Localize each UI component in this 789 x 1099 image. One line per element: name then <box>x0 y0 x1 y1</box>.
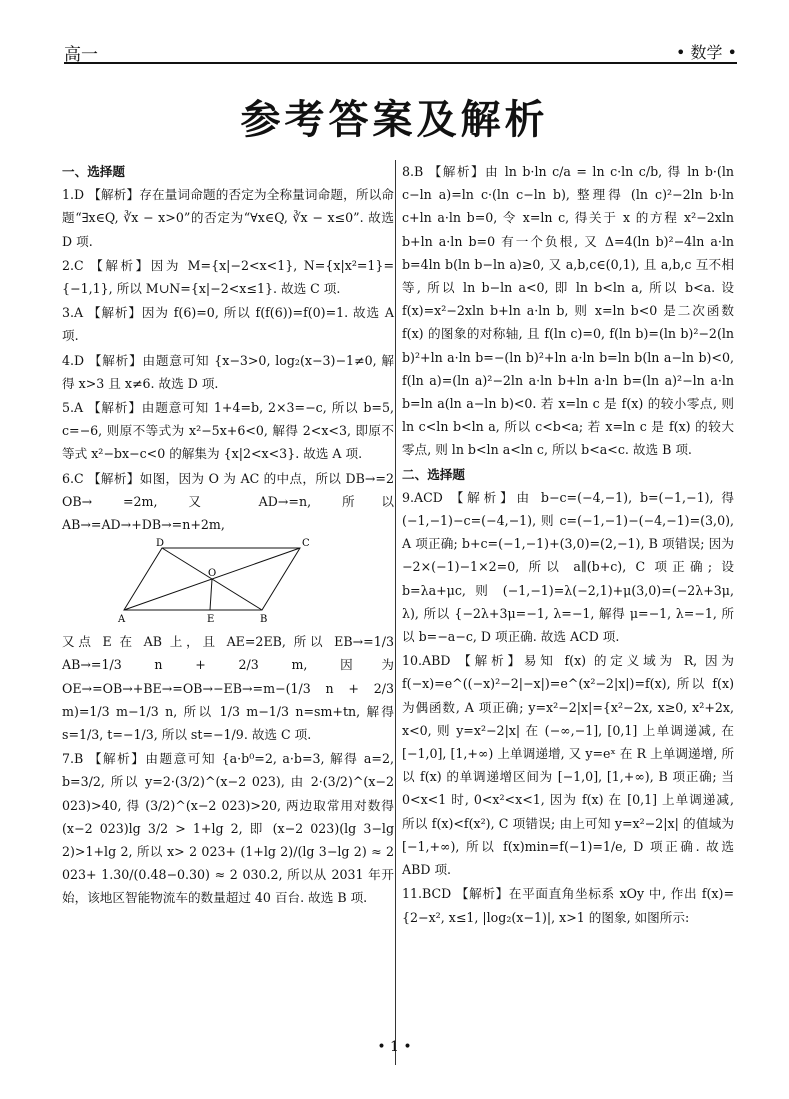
answer-text: 9.ACD 【解析】由 b−c=(−4,−1), b=(−1,−1), 得 (−1,−1)−c=(−4,−1), 则 c=(−1,−1)−(−4,−1)=(3,0), A 项正确; b+c=(−1,−1)+(3,0)=(2,−1), B 项错误; 因为 −2×(−1)−1×2=0, 所以 a∥(b+c), C 项正确; 设 b=λa+μc, 则 (−1,−1)=λ(−2,1)+μ(3,0)=(−2λ+3μ, λ), 所以 {−2λ+3μ=−1, λ=−1, 解得 μ=−1, λ=−1, 所以 b=−a−c, D 项正确. 故选 ACD 项. <box>402 489 734 645</box>
figure-label: C <box>302 538 310 550</box>
answer-item <box>62 467 394 537</box>
answer-item <box>62 630 394 746</box>
section-heading-multi: 二、选择题 <box>402 466 465 482</box>
header-rule <box>64 62 737 64</box>
answer-text: 11.BCD 【解析】在平面直角坐标系 xOy 中, 作出 f(x)={2−x², x≤1, |log₂(x−1)|, x>1 的图象, 如图所示: <box>402 886 734 925</box>
page-title: 参考答案及解析 <box>240 97 549 143</box>
figure-label: B <box>260 614 268 626</box>
answer-item <box>62 349 394 395</box>
answer-text: 7.B 【解析】由题意可知 {a·b⁰=2, a·b=3, 解得 a=2, b=3/2, 所以 y=2·(3/2)^(x−2 023), 由 2·(3/2)^(x−2 023)>40, 得 (3/2)^(x−2 023)>20, 两边取常用对数得 (x−2 023)lg 3/2 > 1+lg 2, 即 (x−2 023)(lg 3−lg 2)>1+lg 2, 所以 x> 2 023+ (1+lg 2)/(lg 3−lg 2) ≈ 2 023+ 1.30/(0.48−0.30) ≈ 2 030.2, 所以从 2031 年开始，该地区智能物流车的数量超过 40 百台. 故选 B 项. <box>62 751 394 906</box>
section-heading-choice: 一、选择题 <box>62 164 125 179</box>
answer-text: 10.ABD 【解析】易知 f(x) 的定义域为 R, 因为 f(−x)=e^((−x)²−2|−x|)=e^(x²−2|x|)=f(x), 所以 f(x) 为偶函数, A 项正确; y=x²−2|x|={x²−2x, x≥0, x²+2x, x<0, 则 y=x²−2|x| 在 (−∞,−1], [0,1] 上单调递减, 在 [−1,0], [1,+∞) 上单调递增, 又 y=eˣ 在 R 上单调递增, 所以 f(x) 的单调递增区间为 [−1,0], [1,+∞), B 项正确; 当 0<x<1 时, 0<x²<x<1, 因为 f(x) 在 [0,1] 上单调递减, 所以 f(x)<f(x²), C 项错误; 由上可知 y=x²−2|x| 的值域为 [−1,+∞), 所以 f(x)min=f(−1)=1/e, D 项正确. 故选 ABD 项. <box>402 653 734 878</box>
grade-label: 高一 <box>64 45 98 65</box>
answer-item <box>402 486 734 648</box>
answer-item <box>62 254 394 300</box>
answer-item <box>402 160 734 462</box>
answer-text: 6.C 【解析】如图，因为 O 为 AC 的中点，所以 DB→=2 OB→ =2m, 又 AD→=n, 所以 AB→=AD→+DB→=n+2m, <box>62 470 394 533</box>
figure-label: D <box>156 538 165 550</box>
page-number: • 1 • <box>377 1039 412 1055</box>
answer-item <box>402 649 734 881</box>
answer-item <box>402 882 734 928</box>
answer-text: 8.B 【解析】由 ln b·ln c/a = ln c·ln c/b, 得 ln b·(ln c−ln a)=ln c·(ln c−ln b), 整理得 (ln c)²−2ln b·ln c+ln a·ln b=0, 令 x=ln c, 得关于 x 的方程 x²−2xln b+ln a·ln b=0 有一个负根, 又 Δ=4(ln b)²−4ln a·ln b=4ln b(ln b−ln a)≥0, 又 a,b,c∈(0,1), 且 a,b,c 互不相等, 所以 ln b−ln a<0, 即 ln b<ln a, 所以 b<a. 设 f(x)=x²−2xln b+ln a·ln b, 则 x=ln b<0 是二次函数 f(x) 的图象的对称轴, 且 f(ln c)=0, f(ln b)=(ln b)²−2(ln b)²+ln a·ln b=−(ln b)²+ln a·ln b=ln b(ln a−ln b)<0, f(ln a)=(ln a)²−2ln a·ln b+ln a·ln b=(ln a)²−ln a·ln b=ln a(ln a−ln b)<0. 若 x=ln c 是 f(x) 的较小零点, 则 ln c<ln b<ln a, 所以 c<b<a; 若 x=ln c 是 f(x) 的较大零点, 则 ln b<ln a<ln c, 所以 b<a<c. 故选 B 项. <box>402 164 734 458</box>
answer-text: 又点 E 在 AB 上，且 AE=2EB, 所以 EB→=1/3 AB→=1/3 n + 2/3 m, 因为 OE→=OB→+BE→=OB→−EB→=m−(1/3 n + 2/3 m)=1/3 m−1/3 n, 所以 1/3 m−1/3 n=sm+tn, 解得 s=1/3, t=−1/3, 所以 st=−1/9. 故选 C 项. <box>62 634 394 743</box>
figure-label: E <box>207 614 215 626</box>
right-column <box>402 160 734 930</box>
left-column <box>62 160 394 911</box>
answer-item <box>62 183 394 253</box>
subject-label: • 数学 • <box>675 43 737 62</box>
answer-item <box>62 396 394 466</box>
answer-text: 1.D 【解析】存在量词命题的否定为全称量词命题，所以命题“∃x∈Q, ∛x − x>0”的否定为“∀x∈Q, ∛x − x≤0”. 故选 D 项. <box>62 187 394 249</box>
answer-item <box>62 747 394 909</box>
figure-label: A <box>118 614 126 626</box>
column-divider <box>395 160 396 1065</box>
answer-item <box>62 301 394 347</box>
answer-text: 4.D 【解析】由题意可知 {x−3>0, log₂(x−3)−1≠0, 解得 x>3 且 x≠6. 故选 D 项. <box>62 352 394 391</box>
page-header <box>64 26 737 65</box>
parallelogram-figure <box>118 538 322 626</box>
answer-text: 5.A 【解析】由题意可知 1+4=b, 2×3=−c, 所以 b=5, c=−6, 则原不等式为 x²−5x+6<0, 解得 2<x<3, 即原不等式 x²−bx−c<0 的解集为 {x|2<x<3}. 故选 A 项. <box>62 400 394 462</box>
answer-text: 2.C 【解析】因为 M={x|−2<x<1}, N={x|x²=1}={−1,1}, 所以 M∪N={x|−2<x≤1}. 故选 C 项. <box>62 257 394 297</box>
answer-text: 3.A 【解析】因为 f(6)=0, 所以 f(f(6))=f(0)=1. 故选 A 项. <box>62 305 394 344</box>
figure-label: O <box>208 568 217 580</box>
